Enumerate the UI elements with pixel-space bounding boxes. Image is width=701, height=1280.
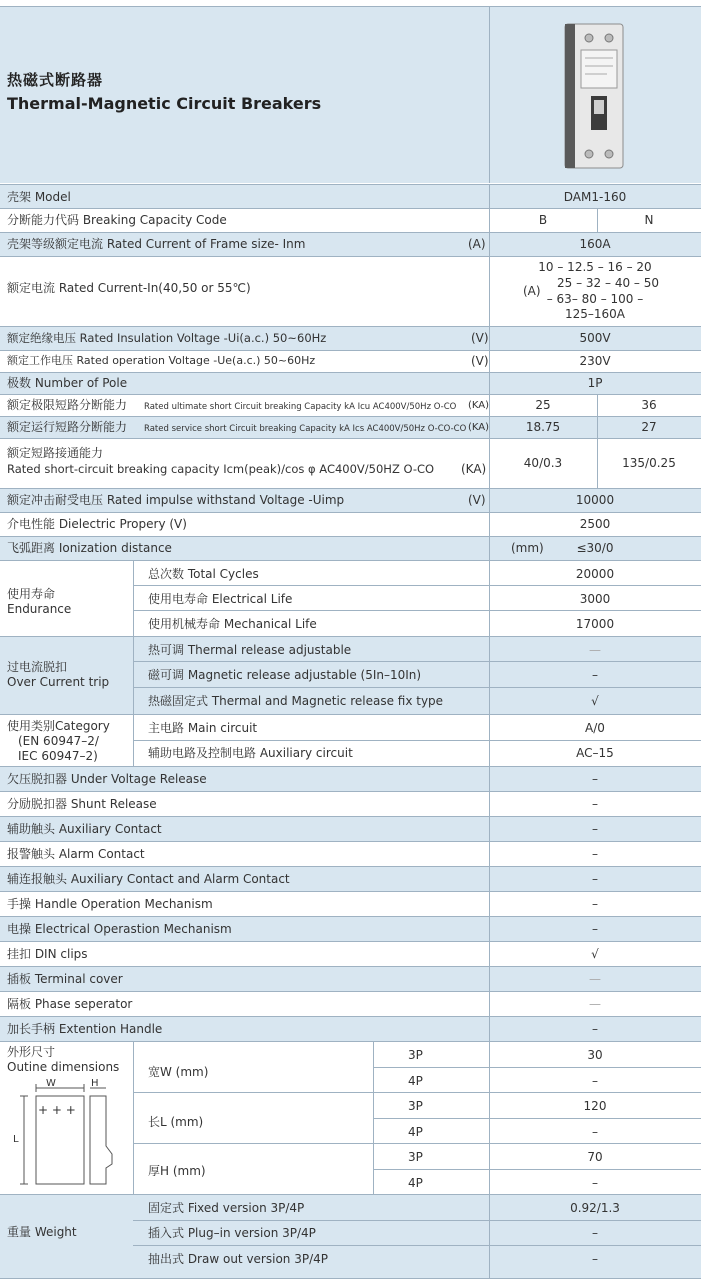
aux-alarm-value: – xyxy=(592,872,598,886)
dimension-drawing xyxy=(12,1076,124,1188)
endurance-total-value: 20000 xyxy=(575,567,615,581)
category-group-cn: 使用类别Category xyxy=(7,719,110,733)
phase-value: — xyxy=(589,997,601,1011)
dims-length-4p-value: – xyxy=(592,1125,598,1139)
dims-length-label: 长L (mm) xyxy=(148,1115,204,1129)
icm-label-en: Rated short-circuit breaking capacity Icm(peak)/cos φ AC400V/50HZ O-CO xyxy=(7,462,435,476)
dims-height-4p-value: – xyxy=(592,1176,598,1190)
trip-magnetic-value: – xyxy=(592,668,598,682)
endurance-group-cn: 使用寿命 xyxy=(7,587,56,601)
electrical-op-value: – xyxy=(592,922,598,936)
dielectric-value: 2500 xyxy=(579,517,611,531)
endurance-mechanical-value: 17000 xyxy=(575,617,615,631)
rated-current-line1: 10 – 12.5 – 16 – 20 xyxy=(538,260,652,274)
alarm-value: – xyxy=(592,847,598,861)
dims-group-cn: 外形尺寸 xyxy=(7,1045,56,1059)
dims-width-label: 宽W (mm) xyxy=(148,1065,209,1079)
alarm-label: 报警触头 Alarm Contact xyxy=(7,847,145,861)
dims-height-label: 厚H (mm) xyxy=(148,1164,206,1178)
weight-drawout-label: 抽出式 Draw out version 3P/4P xyxy=(148,1252,328,1266)
aux-contact-value: – xyxy=(592,822,598,836)
endurance-electrical-label: 使用电寿命 Electrical Life xyxy=(148,592,293,606)
endurance-total-label: 总次数 Total Cycles xyxy=(148,567,259,581)
dims-width-4p: 4P xyxy=(408,1074,423,1088)
dims-width-3p-value: 30 xyxy=(587,1048,603,1062)
title-cn: 热磁式断路器 xyxy=(7,71,104,89)
dims-height-3p: 3P xyxy=(408,1150,423,1164)
ics-label-en: Rated service short Circuit breaking Capacity kA Ics AC400V/50Hz O-CO-CO xyxy=(144,424,467,434)
dims-l-mark: L xyxy=(13,1134,19,1145)
dims-length-4p: 4P xyxy=(408,1125,423,1139)
ics-b: 18.75 xyxy=(525,420,561,434)
endurance-mechanical-label: 使用机械寿命 Mechanical Life xyxy=(148,617,317,631)
ionization-value: ≤30/0 xyxy=(576,541,614,555)
ics-label-cn: 额定运行短路分断能力 xyxy=(7,420,128,434)
rated-current-line3: – 63– 80 – 100 – xyxy=(546,292,644,306)
dims-height-3p-value: 70 xyxy=(587,1150,603,1164)
icm-label-cn: 额定短路接通能力 xyxy=(7,446,104,460)
rated-current-line4: 125–160A xyxy=(564,307,626,321)
icu-label-en: Rated ultimate short Circuit breaking Capacity kA Icu AC400V/50Hz O-CO xyxy=(144,402,457,412)
frame-current-unit: (A) xyxy=(468,237,486,251)
trip-group-cn: 过电流脱扣 xyxy=(7,660,68,674)
trip-group-en: Over Current trip xyxy=(7,675,110,689)
operation-voltage-label: 额定工作电压 Rated operation Voltage -Ue(a.c.) 50~60Hz xyxy=(7,354,316,367)
weight-plugin-value: – xyxy=(592,1226,598,1240)
dims-w-mark: W xyxy=(46,1078,56,1089)
din-value: √ xyxy=(591,947,599,961)
dims-h-mark: H xyxy=(91,1078,99,1089)
aux-alarm-label: 辅连报触头 Auxiliary Contact and Alarm Contact xyxy=(7,872,290,886)
ics-unit: (KA) xyxy=(468,422,490,433)
icu-b: 25 xyxy=(535,398,551,412)
dims-height-4p: 4P xyxy=(408,1176,423,1190)
category-group-en1: (EN 60947–2/ xyxy=(18,734,99,748)
category-aux-label: 辅助电路及控制电路 Auxiliary circuit xyxy=(148,746,353,760)
electrical-op-label: 电操 Electrical Operastion Mechanism xyxy=(7,922,232,936)
dims-length-3p-value: 120 xyxy=(583,1099,607,1113)
model-label: 壳架 Model xyxy=(7,190,71,204)
trip-thermal-label: 热可调 Thermal release adjustable xyxy=(148,643,352,657)
dims-width-3p: 3P xyxy=(408,1048,423,1062)
title-en: Thermal-Magnetic Circuit Breakers xyxy=(7,94,322,113)
terminal-value: — xyxy=(589,972,601,986)
phase-label: 隔板 Phase seperator xyxy=(7,997,133,1011)
weight-fixed-label: 固定式 Fixed version 3P/4P xyxy=(148,1201,305,1215)
endurance-electrical-value: 3000 xyxy=(579,592,611,606)
insulation-voltage-value: 500V xyxy=(579,331,611,345)
terminal-label: 插板 Terminal cover xyxy=(7,972,123,986)
handle-value: – xyxy=(592,897,598,911)
rated-current-label: 额定电流 Rated Current-In(40,50 or 55℃) xyxy=(7,281,251,295)
handle-label: 手操 Handle Operation Mechanism xyxy=(7,897,213,911)
frame-current-value: 160A xyxy=(579,237,611,251)
shunt-label: 分励脱扣器 Shunt Release xyxy=(7,797,157,811)
frame-current-label: 壳架等级额定电流 Rated Current of Frame size- Inm xyxy=(7,237,306,251)
rated-current-line2: 25 – 32 – 40 – 50 xyxy=(557,276,659,290)
weight-plugin-label: 插入式 Plug–in version 3P/4P xyxy=(148,1226,316,1240)
undervoltage-label: 欠压脱扣器 Under Voltage Release xyxy=(7,772,207,786)
trip-magnetic-label: 磁可调 Magnetic release adjustable (5In–10In) xyxy=(148,668,422,682)
breaking-code-b: B xyxy=(538,213,548,227)
operation-voltage-value: 230V xyxy=(579,354,611,368)
category-group-en2: IEC 60947–2) xyxy=(18,749,98,763)
extention-label: 加长手柄 Extention Handle xyxy=(7,1022,163,1036)
breaking-code-n: N xyxy=(644,213,654,227)
trip-fixed-value: √ xyxy=(591,694,599,708)
aux-contact-label: 辅助触头 Auxiliary Contact xyxy=(7,822,162,836)
icm-unit: (KA) xyxy=(461,462,487,476)
extention-value: – xyxy=(592,1022,598,1036)
category-main-label: 主电路 Main circuit xyxy=(148,721,258,735)
category-aux-value: AC–15 xyxy=(576,746,614,760)
uimp-unit: (V) xyxy=(468,493,486,507)
dims-length-3p: 3P xyxy=(408,1099,423,1113)
circuit-breaker-icon xyxy=(563,22,625,170)
dims-plus-marks: + + + xyxy=(38,1103,76,1117)
trip-thermal-value: — xyxy=(589,643,601,657)
icu-label-cn: 额定极限短路分断能力 xyxy=(7,398,128,412)
uimp-label: 额定冲击耐受电压 Rated impulse withstand Voltage -Uimp xyxy=(7,493,345,507)
icm-b: 40/0.3 xyxy=(523,456,563,470)
poles-label: 极数 Number of Pole xyxy=(7,376,128,390)
icu-unit: (KA) xyxy=(468,400,490,411)
insulation-voltage-unit: (V) xyxy=(471,331,489,345)
rated-current-unit: (A) xyxy=(523,284,541,298)
dielectric-label: 介电性能 Dielectric Propery (V) xyxy=(7,517,187,531)
insulation-voltage-label: 额定绝缘电压 Rated Insulation Voltage -Ui(a.c.) 50~60Hz xyxy=(7,331,327,345)
breaking-code-label: 分断能力代码 Breaking Capacity Code xyxy=(7,213,227,227)
model-value: DAM1-160 xyxy=(563,190,627,204)
icm-n: 135/0.25 xyxy=(622,456,676,470)
dims-width-4p-value: – xyxy=(592,1074,598,1088)
category-main-value: A/0 xyxy=(585,721,605,735)
uimp-value: 10000 xyxy=(575,493,615,507)
ionization-unit: (mm) xyxy=(511,541,544,555)
ionization-label: 飞弧距离 Ionization distance xyxy=(7,541,172,555)
weight-group: 重量 Weight xyxy=(7,1225,77,1239)
ics-n: 27 xyxy=(641,420,657,434)
undervoltage-value: – xyxy=(592,772,598,786)
din-label: 挂扣 DIN clips xyxy=(7,947,88,961)
shunt-value: – xyxy=(592,797,598,811)
endurance-group-en: Endurance xyxy=(7,602,72,616)
weight-drawout-value: – xyxy=(592,1252,598,1266)
poles-value: 1P xyxy=(587,376,603,390)
icu-n: 36 xyxy=(641,398,657,412)
trip-fixed-label: 热磁固定式 Thermal and Magnetic release fix type xyxy=(148,694,444,708)
weight-fixed-value: 0.92/1.3 xyxy=(570,1201,620,1215)
dims-group-en: Outine dimensions xyxy=(7,1060,120,1074)
operation-voltage-unit: (V) xyxy=(471,354,489,368)
